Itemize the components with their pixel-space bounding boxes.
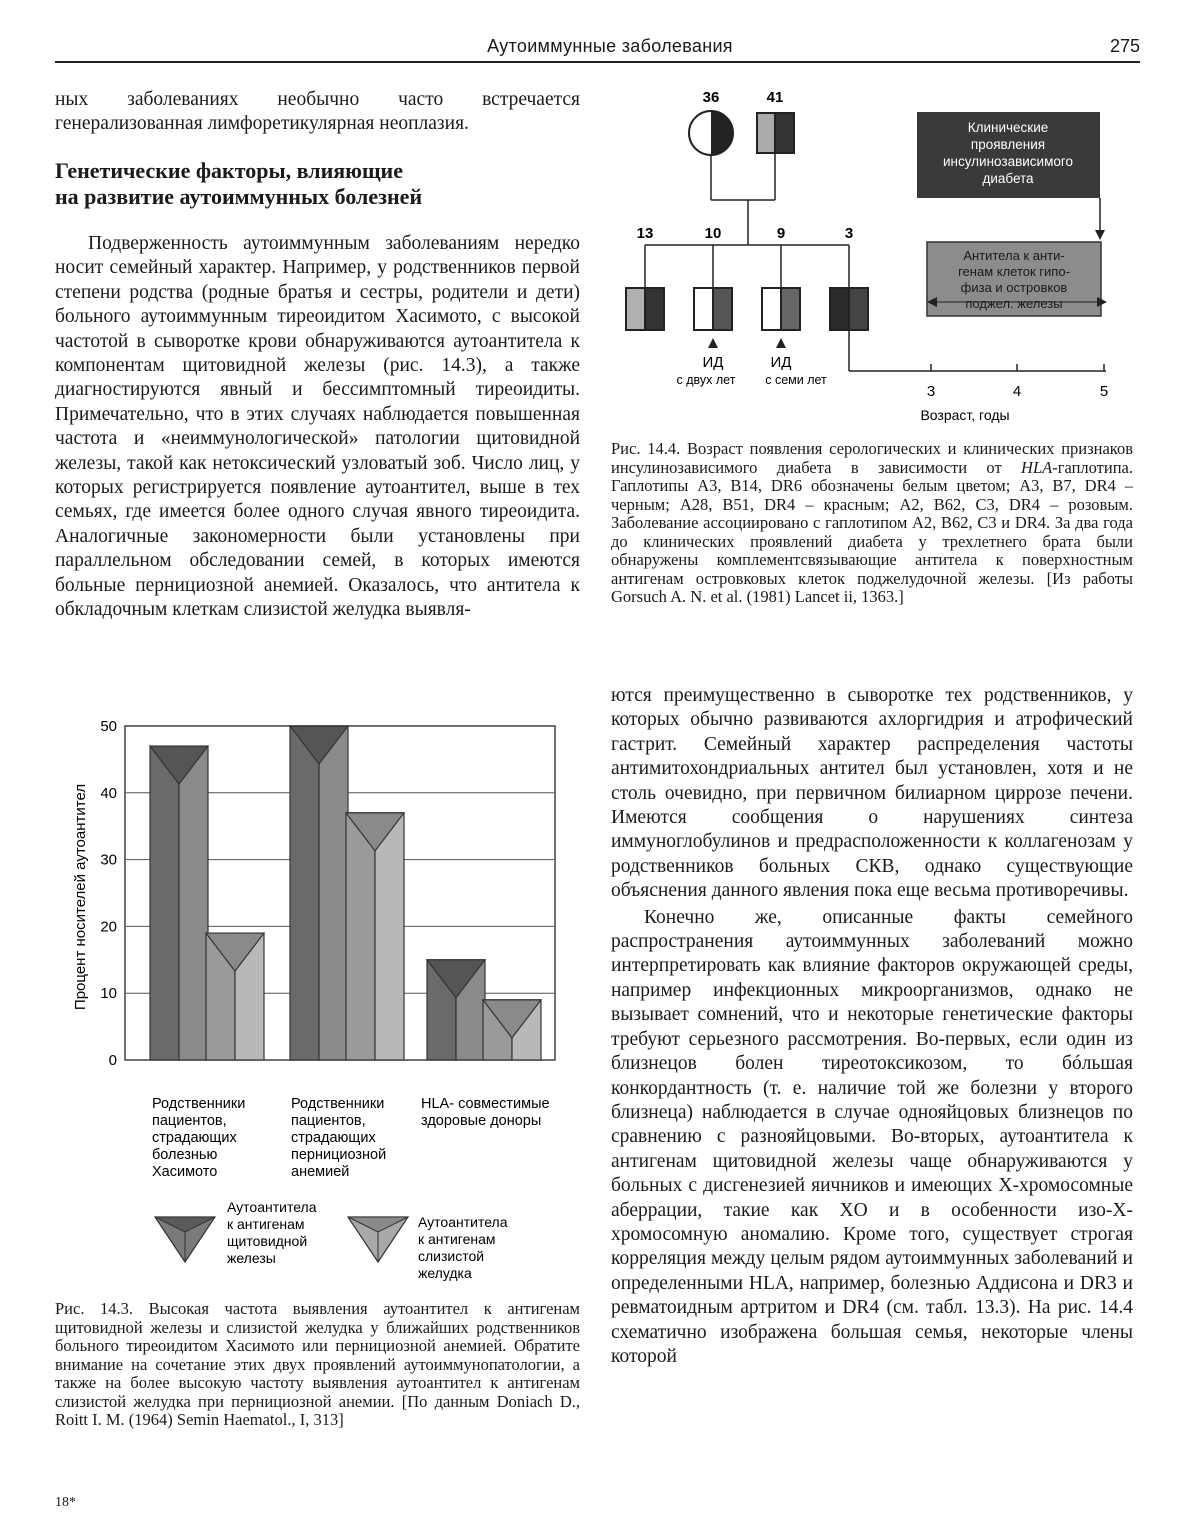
section-heading-line1: Генетические факторы, влияющие [55, 158, 403, 183]
y-tick-30: 30 [100, 851, 117, 869]
bar-gastric-1 [206, 933, 264, 1060]
category-label-2-line2: пациентов, [291, 1113, 366, 1129]
y-tick-40: 40 [100, 784, 117, 802]
legend-thyroid-line1: Аутоантитела [227, 1199, 317, 1215]
child-symbol-4 [830, 288, 868, 330]
legend-gastric-line4: желудка [418, 1265, 472, 1281]
category-label-2-line1: Родственники [291, 1096, 385, 1112]
y-axis-label: Процент носителей аутоантител [72, 783, 89, 1011]
figure-14-4-pedigree [611, 80, 1146, 430]
parent-age-mother: 36 [702, 89, 720, 106]
legend-gastric-line3: слизистой [418, 1248, 485, 1264]
legend-thyroid [155, 1199, 317, 1266]
figure-14-3-chart [55, 712, 580, 1297]
legend-gastric-line2: к антигенам [418, 1231, 496, 1247]
bar-gastric-2 [346, 813, 404, 1060]
child-symbol-3 [762, 288, 800, 330]
y-tick-labels [100, 718, 117, 1069]
category-label-1-line3: страдающих [152, 1130, 237, 1146]
right-paragraph-2: Конечно же, описанные факты семейного распространения аутоиммунных заболеваний можно интерпретировать как влияние факторов окружающей среды, например инфекционных микроорганизмов, однако не вызывает сомнений, что и некоторые генетические факторы требуют серьезного рассмотрения. Во-первых, если один из близнецов болен тиреотоксикозом, то бóльшая конкордантность (т. е. наличие той же болезни у второго близнеца) наблюдается в случае однояйцовых близнецов по сравнению с разнояйцовыми. Во-вторых, аутоантитела к антигенам щитовидной железы чаще обнаруживаются у больных с дисгенезией яичников и имеющих X-хромосомные аберрации, такие как XO и в особенности изо-X-хромосомную аномалию. Кроме того, существует строгая корреляция между целым рядом аутоиммунных заболеваний и определенными HLA, например, болезнью Аддисона и DR3 и ревматоидным артритом и DR4 (см. табл. 13.3). На рис. 14.4 схематично изображена большая семья, некоторые члены которой [611, 906, 1133, 1367]
antibody-box-line2: генам клеток гипо- [958, 264, 1070, 279]
section-heading-line2: на развитие аутоиммунных болезней [55, 184, 423, 209]
y-tick-0: 0 [108, 1052, 117, 1069]
bar-gastric-3 [483, 1000, 541, 1060]
figure-14-3-caption: Рис. 14.3. Высокая частота выявления аутоантител к антигенам щитовидной железы и слизистой желудка у ближайших родственников больного тиреоидитом Хасимото или пернициозной анемией. Обратите внимание на сочетание этих двух проявлений аутоиммунопатологии, а также на более высокую частоту выявления аутоантител к антигенам слизистой желудка при пернициозной анемии. [По данным Doniach D., Roitt I. M. (1964) Semin Haematol., I, 313] [55, 1299, 580, 1429]
clinical-box-line2: проявления [970, 137, 1046, 152]
bar-thyroid-1 [150, 746, 208, 1060]
section-heading [55, 158, 580, 210]
onset-age-1: с двух лет [676, 373, 736, 387]
intro-paragraph: ных заболеваниях необычно часто встречается генерализованная лимфоретикулярная неоплазия. [55, 89, 580, 135]
parent-age-father: 41 [766, 89, 784, 106]
age-tick-5: 5 [1099, 383, 1109, 400]
right-body [611, 684, 1133, 1369]
legend-thyroid-line3: щитовидной [227, 1233, 308, 1249]
child-age-4: 3 [844, 225, 854, 242]
left-body [55, 232, 580, 623]
running-header-title: Аутоиммунные заболевания [487, 36, 733, 56]
bar-thyroid-3 [427, 960, 485, 1060]
clinical-box-line1: Клинические [967, 120, 1049, 135]
intro-paragraph-block [55, 88, 580, 137]
onset-label-1: ИД [702, 354, 724, 371]
antibody-box-line1: Антитела к анти- [963, 248, 1065, 263]
clinical-box-line4: диабета [982, 171, 1034, 186]
category-label-1-line5: Хасимото [152, 1164, 218, 1180]
child-age-2: 10 [704, 225, 722, 242]
category-label-2-line3: страдающих [291, 1130, 376, 1146]
category-label-1-line1: Родственники [152, 1096, 246, 1112]
age-axis-label: Возраст, годы [920, 407, 1010, 423]
bars [150, 726, 541, 1060]
child-symbol-2 [694, 288, 732, 330]
antibody-box-line3: физа и островков [960, 280, 1068, 295]
category-label-3-line2: здоровые доноры [421, 1113, 542, 1129]
category-labels [152, 1096, 550, 1180]
child-age-1: 13 [636, 225, 654, 242]
antibody-box-line4: поджел. железы [965, 296, 1063, 311]
footer-signature-mark: 18* [55, 1495, 76, 1510]
child-age-3: 9 [776, 225, 786, 242]
category-label-2-line5: анемией [291, 1164, 350, 1180]
bar-thyroid-2 [290, 726, 348, 1060]
onset-label-2: ИД [770, 354, 792, 371]
mother-symbol [689, 111, 733, 155]
age-tick-3: 3 [926, 383, 936, 400]
y-tick-50: 50 [100, 718, 117, 735]
right-paragraph-1: ются преимущественно в сыворотке тех родственников, у которых обычно развиваются ахлоргидрия и атрофический гастрит. Семейный характер распределения частоты антимитохондриальных антител был установлен, хотя и не столь очевидно, при первичном билиарном циррозе печени. Имеются сообщения о нарушениях синтеза иммуноглобулинов и предрасположенности к коллагенозам у родственников больных СКВ, однако существующие объяснения данного явления пока еще весьма противоречивы. [611, 685, 1133, 902]
y-tick-10: 10 [100, 985, 117, 1003]
antibody-box [927, 242, 1101, 316]
legend-thyroid-line4: железы [227, 1250, 276, 1266]
legend-thyroid-line2: к антигенам [227, 1216, 305, 1232]
category-label-3-line1: HLA- совместимые [421, 1096, 550, 1112]
child-symbol-1 [626, 288, 664, 330]
clinical-box-line3: инсулинозависимого [942, 154, 1074, 169]
page-number: 275 [1109, 36, 1140, 56]
category-label-1-line4: болезнью [152, 1147, 218, 1163]
onset-age-2: с семи лет [765, 373, 827, 387]
category-label-2-line4: пернициозной [291, 1147, 387, 1163]
header-rule [55, 61, 1140, 63]
father-symbol [757, 113, 794, 153]
y-tick-20: 20 [100, 918, 117, 936]
category-label-1-line2: пациентов, [152, 1113, 227, 1129]
legend-gastric [348, 1214, 508, 1281]
legend-gastric-line1: Аутоантитела [418, 1214, 508, 1230]
figure-14-4-caption: Рис. 14.4. Возраст появления серологических и клинических признаков инсулинозависимого диабета в зависимости от HLA-гаплотипа. Гаплотипы A3, B14, DR6 обозначены белым цветом; A3, B7, DR4 – черным; A28, B51, DR4 – красным; A2, B62, C3, DR4 – розовым. Заболевание ассоциировано с гаплотипом A2, B62, C3 и DR4. За два года до клинических проявлений диабета у трехлетнего брата были обнаружены комплементсвязывающие антитела к поверхностным антигенам островковых клеток поджелудочной железы. [Из работы Gorsuch A. N. et al. (1981) Lancet ii, 1363.] [611, 439, 1133, 606]
clinical-manifestation-box [917, 112, 1100, 198]
left-paragraph: Подверженность аутоиммунным заболеваниям нередко носит семейный характер. Например, у родственников первой степени родства (родные братья и сестры, родители и дети) больного аутоиммунным тиреоидитом Хасимото, с высокой частотой в сыворотке крови обнаруживаются аутоантитела к компонентам щитовидной железы (рис. 14.3), а также диагностируются явный и бессимптомный тиреоидиты. Примечательно, что в этих случаях наблюдается повышенная частота и «неиммунологической» патологии щитовидной железы, такой как нетоксический узловатый зоб. Число лиц, у которых регистрируется появление аутоантител, выше в тех семьях, где имеется более одного случая явного тиреоидита. Аналогичные закономерности были установлены при параллельном обследовании семей, в которых имеются больные пернициозной анемией. Оказалось, что антитела к обкладочным клеткам слизистой желудка выявля- [55, 233, 580, 621]
age-tick-4: 4 [1012, 383, 1022, 400]
